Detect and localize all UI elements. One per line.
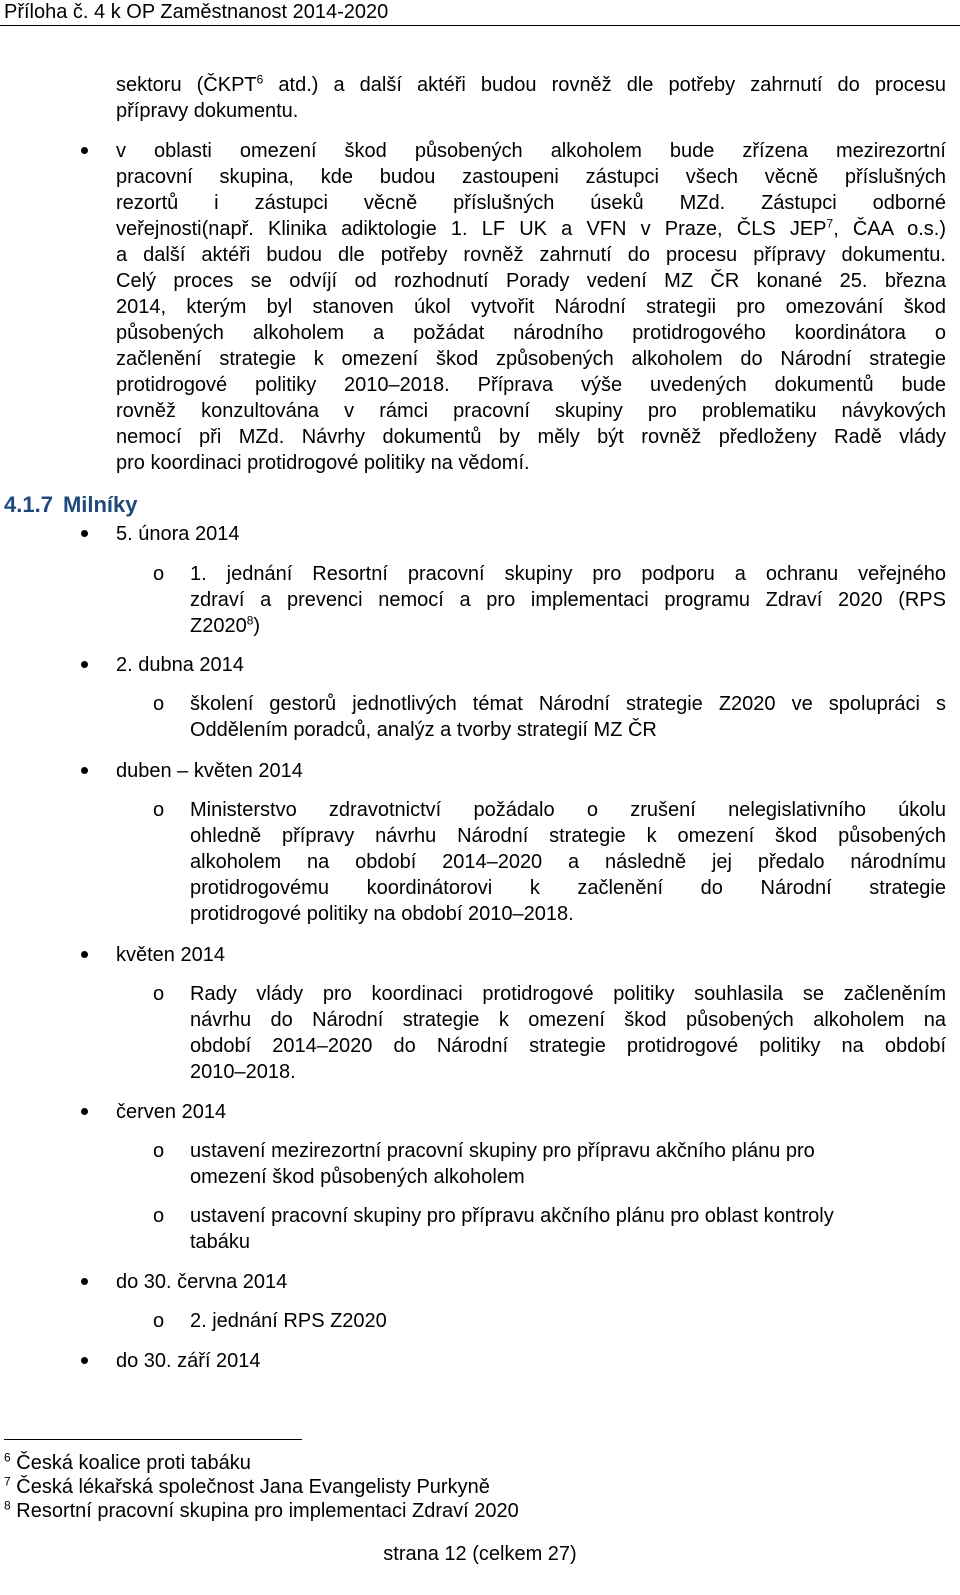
bullet-icon [81,951,88,958]
bullet-icon [81,147,88,154]
footnote: $^6$ Česká koalice proti tabáku [4,1450,251,1474]
paragraph-line: 2014, kterým byl stanoven úkol vytvořit Národní strategii pro omezování škod [116,296,946,318]
section-number: 4.1.7 [4,492,53,517]
sub-bullet-icon: o [153,799,165,821]
footnote-ref-6: 6 [256,72,264,87]
header-text: Příloha č. 4 k OP Zaměstnanost 2014-2020 [4,1,389,23]
footnote-separator [4,1439,302,1440]
intro-line: sektoru (ČKPT$^6$ atd.) a další aktéři budou rovněž dle potřeby zahrnutí do procesu [116,72,946,96]
milestone-date: do 30. června 2014 [116,1271,288,1293]
footnote-ref-7: 7 [826,216,834,231]
milestone-date: 5. února 2014 [116,523,240,545]
paragraph-line: pro koordinaci protidrogové politiky na vědomí. [116,452,530,474]
page-number: strana 12 (celkem 27) [383,1543,577,1565]
milestone-detail: ustavení pracovní skupiny pro přípravu akčního plánu pro oblast kontroly tabáku [190,1205,834,1253]
footnote-ref-8: 8 [246,613,254,628]
paragraph-line: pracovní skupina, kde budou zastoupeni zástupci všech věcně příslušných [116,166,946,188]
paragraph-line: nemocí při MZd. Návrhy dokumentů by měly být rovněž předloženy Radě vlády [116,426,946,448]
paragraph-line: rezortů i zástupci věcně příslušných úseků MZd. Zástupci odborné [116,192,946,214]
bullet-icon [81,1278,88,1285]
sub-bullet-icon: o [153,1310,165,1332]
page-footer [0,1541,960,1567]
bullet-icon [81,767,88,774]
milestone-detail: 2. jednání RPS Z2020 [190,1310,387,1332]
milestone-detail: ustavení mezirezortní pracovní skupiny pro přípravu akčního plánu pro omezení škod působených alkoholem [190,1140,815,1188]
paragraph-line: působených alkoholem a požádat národního protidrogového koordinátora o [116,322,946,344]
bullet-icon [81,661,88,668]
section-title: Milníky [62,492,138,517]
sub-bullet-icon: o [153,693,165,715]
bullet-icon [81,530,88,537]
milestone-date: do 30. září 2014 [116,1350,261,1372]
paragraph-line: v oblasti omezení škod působených alkoholem bude zřízena mezirezortní [116,140,946,162]
milestone-date: květen 2014 [116,944,225,966]
milestone-date: duben – květen 2014 [116,760,303,782]
bullet-icon [81,1357,88,1364]
bullet-icon [81,1108,88,1115]
footnote: $^8$ Resortní pracovní skupina pro implementaci Zdraví 2020 [4,1498,519,1522]
sub-bullet-icon: o [153,1205,165,1227]
bullet-paragraph-working-group [116,138,946,476]
page-header [0,0,960,26]
milestone-detail: školení gestorů jednotlivých témat Národní strategie Z2020 ve spolupráci s Oddělením poradců, analýz a tvorby strategií MZ ČR [190,693,946,741]
milestone-date: 2. dubna 2014 [116,654,244,676]
footnote: $^7$ Česká lékařská společnost Jana Evangelisty Purkyně [4,1474,490,1498]
section-heading [4,492,138,518]
paragraph-line: začlenění strategie k omezení škod způsobených alkoholem do Národní strategie [116,348,946,370]
paragraph-line: Celý proces se odvíjí od rozhodnutí Porady vedení MZ ČR konané 25. března [116,270,946,292]
intro-line: přípravy dokumentu. [116,100,299,122]
sub-bullet-icon: o [153,563,165,585]
paragraph-line: a další aktéři budou dle potřeby rovněž zahrnutí do procesu přípravy dokumentu. [116,244,946,266]
paragraph-line: veřejnosti(např. Klinika adiktologie 1. LF UK a VFN v Praze, ČLS JEP$^7$, ČAA o.s.) [116,216,946,240]
paragraph-line: protidrogové politiky 2010–2018. Příprava výše uvedených dokumentů bude [116,374,946,396]
milestone-detail: Ministerstvo zdravotnictví požádalo o zrušení nelegislativního úkolu ohledně přípravy návrhu Národní strategie k omezení škod působených alkoholem na období 2014–2020 a následně jej předalo národnímu protidrogovému koordinátorovi k začlenění do Národní strategie protidrogové politiky na období 2010–2018. [190,799,946,925]
milestone-date: červen 2014 [116,1101,227,1123]
sub-bullet-icon: o [153,983,165,1005]
milestone-detail: 1. jednání Resortní pracovní skupiny pro podporu a ochranu veřejného zdraví a prevenci nemocí a pro implementaci programu Zdraví 2020 (RPS Z2020$^8$) [190,563,946,637]
intro-paragraph [116,72,946,124]
milestone-detail: Rady vlády pro koordinaci protidrogové politiky souhlasila se začleněním návrhu do Národní strategie k omezení škod působených alkoholem na období 2014–2020 do Národní strategie protidrogové politiky na období 2010–2018. [190,983,946,1083]
sub-bullet-icon: o [153,1140,165,1162]
paragraph-line: rovněž konzultována v rámci pracovní skupiny pro problematiku návykových [116,400,946,422]
